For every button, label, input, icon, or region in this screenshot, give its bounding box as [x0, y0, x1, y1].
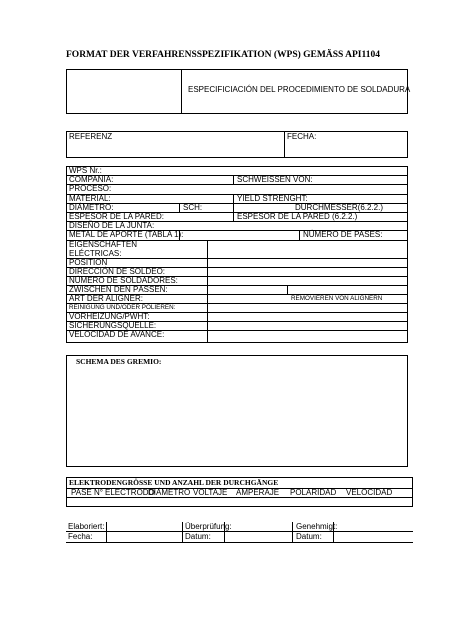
schema-label: SCHEMA DES GREMIO: — [76, 357, 162, 366]
col-line — [233, 175, 234, 184]
diametro-label: DIÁMETRO: — [69, 203, 114, 212]
referenz-label: REFERENZ — [69, 132, 113, 141]
uberprufung-label: Überprüfung: — [185, 522, 232, 531]
direccion-label: DIRECCIÓN DE SOLDEO: — [69, 267, 166, 276]
wps-table — [66, 166, 408, 343]
diseno-label: DISEÑO DE LA JUNTA: — [69, 221, 155, 230]
genehmigt-label: Genehmigt: — [296, 522, 338, 531]
col-line — [106, 522, 107, 542]
row-line — [66, 542, 413, 543]
signature-table — [66, 521, 413, 545]
col-line — [233, 194, 234, 212]
removieren-label: REMOVIEREN VON ALIGNERN — [291, 295, 383, 302]
col-line — [287, 285, 288, 294]
wps-nr-label: WPS Nr.: — [69, 166, 102, 175]
eigenschaften-label: EIGENSCHAFTEN — [69, 240, 138, 249]
document-title: FORMAT DER VERFAHRENSSPEZIFIKATION (WPS) GEMÄSS API1104 — [66, 50, 380, 60]
col-diametro: DIÁMETRO — [148, 488, 191, 497]
col-electrodo: ELECTRODO — [105, 488, 155, 497]
col-velocidad: VELOCIDAD — [346, 488, 393, 497]
datum-label-1: Datum: — [185, 532, 211, 541]
header-label: ESPECIFICIACIÓN DEL PROCEDIMIENTO DE SOLDADURA — [188, 85, 411, 94]
col-line — [299, 230, 300, 240]
schema-box — [66, 355, 408, 467]
electrode-table — [66, 477, 413, 507]
position-label: POSITION — [69, 258, 108, 267]
fecha-label: FECHA: — [287, 132, 317, 141]
electrode-table-title: ELEKTRODENGRÖSSE UND ANZAHL DER DURCHGÄNGE — [69, 478, 279, 487]
schweissen-von-label: SCHWEISSEN VON: — [237, 175, 313, 184]
col-amperaje: AMPERAJE — [236, 488, 280, 497]
col-line — [207, 240, 208, 342]
row-line — [67, 258, 407, 259]
col-voltaje: VOLTAJE — [193, 488, 228, 497]
sch-label: SCH: — [183, 203, 203, 212]
compania-label: COMPANIA: — [69, 175, 114, 184]
material-label: MATERIAL: — [69, 194, 111, 203]
sicherung-label: SICHERUNGSQUELLE: — [69, 321, 157, 330]
datum-label-2: Datum: — [296, 532, 322, 541]
row-line — [66, 531, 413, 532]
col-line — [233, 212, 234, 221]
numero-soldadores-label: NÚMERO DE SOLDADORES: — [69, 276, 178, 285]
row-line — [67, 497, 412, 498]
col-pase: PASE N° — [71, 488, 103, 497]
velocidad-label: VELOCIDAD DE AVANCE: — [69, 330, 165, 339]
espesor-pared-label: ESPESOR DE LA PARED: — [69, 212, 164, 221]
aligner-label: ART DER ALIGNER: — [69, 294, 143, 303]
espesor-pared-2-label: ESPESOR DE LA PARED (6.2.2.) — [237, 212, 358, 221]
proceso-label: PROCESO: — [69, 184, 112, 193]
elaboriert-label: Elaboriert: — [68, 522, 105, 531]
col-line — [179, 203, 180, 212]
numero-pases-label: NÚMERO DE PASES: — [303, 230, 383, 239]
header-box — [66, 69, 411, 114]
electricas-label: ELÉCTRICAS: — [69, 249, 122, 258]
reinigung-label: REINIGUNG UND/ODER POLIEREN: — [69, 304, 176, 311]
yield-label: YIELD STRENGHT: — [237, 194, 308, 203]
durchmesser-label: DURCHMESSER(6.2.2.) — [295, 203, 384, 212]
zwischen-label: ZWISCHEN DEN PÄSSEN: — [69, 285, 168, 294]
row-line — [67, 184, 407, 185]
col-line — [182, 522, 183, 542]
reference-row — [66, 131, 408, 158]
header-divider — [181, 70, 182, 113]
fecha-label: Fecha: — [68, 532, 93, 541]
metal-aporte-label: METAL DE APORTE (TABLA 1): — [69, 230, 184, 239]
reference-divider — [284, 132, 285, 157]
vorheizung-label: VORHEIZUNG/PWHT: — [69, 312, 150, 321]
col-line — [292, 522, 293, 542]
col-polaridad: POLARIDAD — [290, 488, 337, 497]
